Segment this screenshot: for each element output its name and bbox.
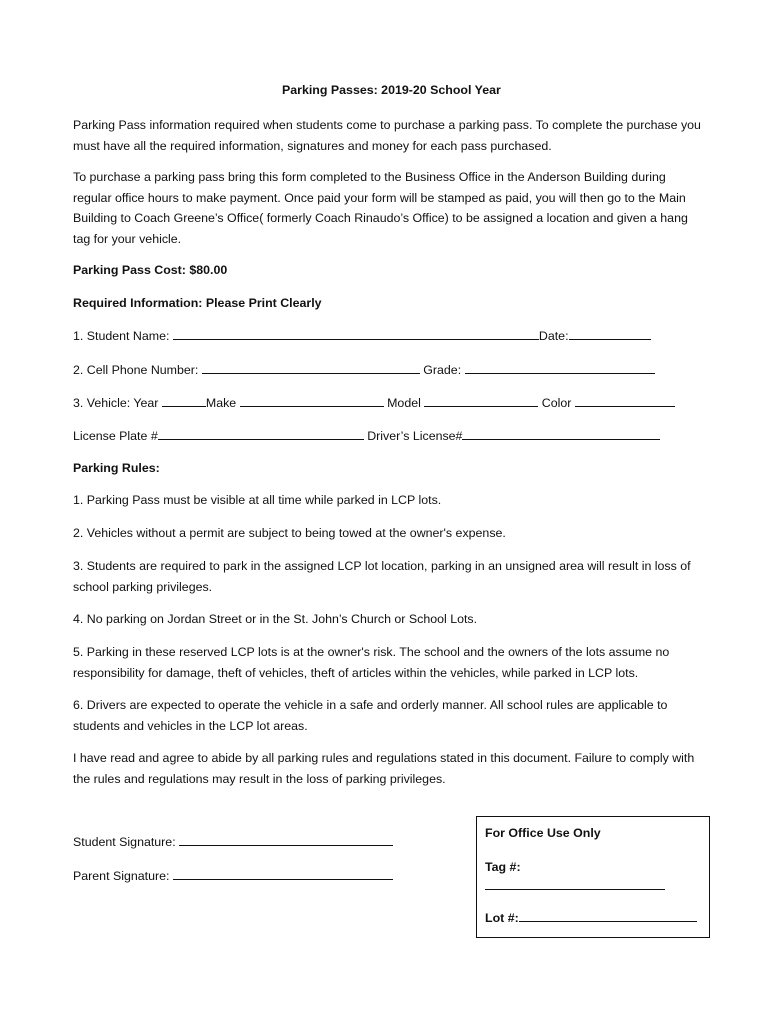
model-field[interactable] [424,394,538,407]
tag-label: Tag #: [485,860,521,874]
office-use-box [476,816,710,938]
license-row [73,427,660,445]
student-signature-label: Student Signature: [73,835,176,849]
drivers-license-label: Driver’s License# [367,429,463,443]
instructions-paragraph: To purchase a parking pass bring this form completed to the Business Office in the Anderson Building during regular office hours to make payment. Once paid your form will be stamped as paid, you will then go to the Main Building to Coach Greene’s Office( formerly Coach Rinaudo’s Office) to be assigned a location and given a hang tag for your vehicle. [73,170,688,246]
grade-label: Grade: [423,363,462,377]
intro-paragraph: Parking Pass information required when students come to purchase a parking pass. To complete the purchase you must have all the required information, signatures and money for each pass purchased. [73,118,701,153]
date-field[interactable] [569,327,651,340]
cell-phone-field[interactable] [202,361,420,374]
parent-signature-row [73,867,393,885]
required-info-heading: Required Information: Please Print Clearly [73,296,322,310]
cost-label: Parking Pass Cost: $80.00 [73,263,228,277]
make-label: Make [205,396,237,410]
lot-field[interactable] [519,909,697,922]
rule-4: 4. No parking on Jordan Street or in the St. John’s Church or School Lots. [73,612,478,626]
rule-6: 6. Drivers are expected to operate the vehicle in a safe and orderly manner. All school rules are applicable to students and vehicles in the LCP lot areas. [73,698,668,733]
vehicle-row [73,394,675,412]
student-signature-row [73,833,393,851]
vehicle-year-field[interactable] [162,394,206,407]
parent-signature-label: Parent Signature: [73,869,170,883]
drivers-license-field[interactable] [462,427,660,440]
agreement-paragraph: I have read and agree to abide by all parking rules and regulations stated in this document. Failure to comply with the rules and regulations may result in the loss of parking privileges. [73,751,695,786]
grade-field[interactable] [465,361,655,374]
color-field[interactable] [575,394,675,407]
lot-label: Lot #: [485,911,519,925]
rule-2: 2. Vehicles without a permit are subject to being towed at the owner's expense. [73,526,506,540]
student-name-field[interactable] [173,327,539,340]
cell-phone-label: 2. Cell Phone Number: [73,363,199,377]
lot-row [485,909,697,927]
make-field[interactable] [240,394,384,407]
rule-3: 3. Students are required to park in the assigned LCP lot location, parking in an unsigned area will result in loss of school parking privileges. [73,559,691,594]
vehicle-year-label: 3. Vehicle: Year [73,396,159,410]
rule-5: 5. Parking in these reserved LCP lots is at the owner's risk. The school and the owners of the lots assume no responsibility for damage, theft of vehicles, theft of articles within the vehicles, while parked in LCP lots. [73,645,670,680]
color-label: Color [541,396,572,410]
parent-signature-field[interactable] [173,867,393,880]
student-signature-field[interactable] [179,833,393,846]
student-name-label: 1. Student Name: [73,329,170,343]
cell-phone-row [73,361,655,379]
tag-field[interactable] [485,877,665,890]
license-plate-field[interactable] [158,427,364,440]
date-label: Date: [538,329,569,343]
model-label: Model [387,396,421,410]
rules-heading: Parking Rules: [73,461,160,475]
office-use-heading: For Office Use Only [485,826,601,840]
page-title: Parking Passes: 2019-20 School Year [282,83,501,97]
student-name-row [73,327,651,345]
license-plate-label: License Plate # [73,429,158,443]
rule-1: 1. Parking Pass must be visible at all time while parked in LCP lots. [73,493,442,507]
